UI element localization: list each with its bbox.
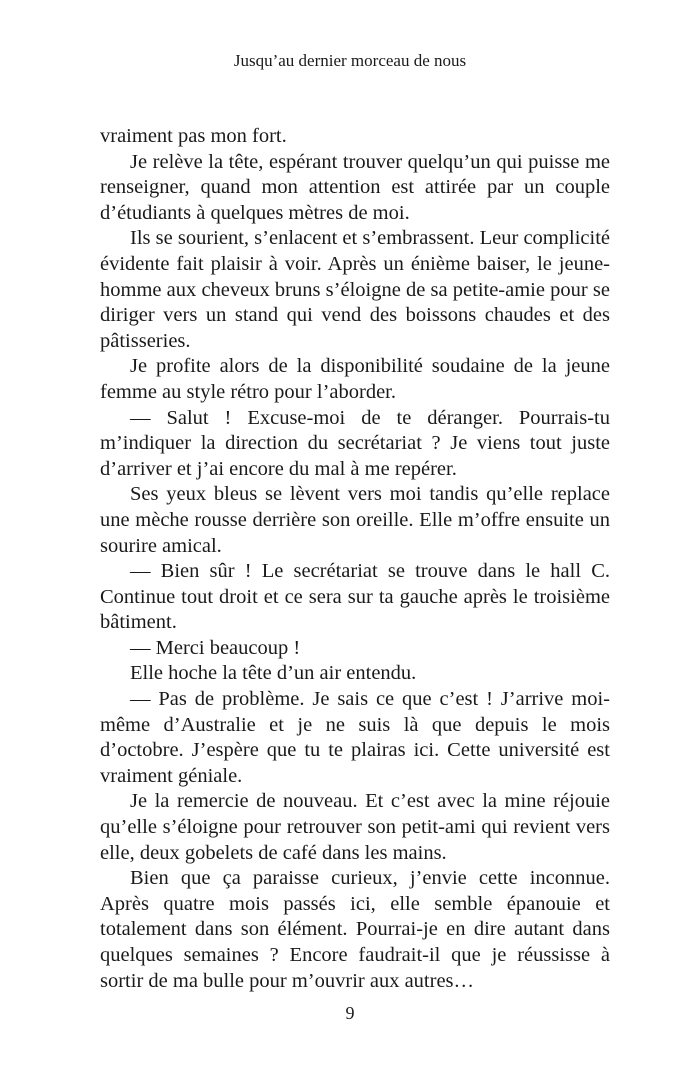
running-head-title: Jusqu’au dernier morceau de nous	[233, 51, 467, 70]
paragraph: Elle hoche la tête d’un air entendu.	[130, 662, 417, 685]
dialogue-line: — Pas de problème. Je sais ce que c’est ! J’arrive moi-même d’Australie et je ne suis là que depuis le mois d’octobre. J’espère que tu te plairas ici. Cette université est vraiment géniale.	[100, 688, 610, 787]
body-text	[100, 124, 610, 994]
paragraph: Je profite alors de la disponibilité soudaine de la jeune femme au style rétro pour l’aborder.	[100, 355, 610, 403]
paragraph-continuation: vraiment pas mon fort.	[100, 125, 287, 147]
paragraph: Je la remercie de nouveau. Et c’est avec la mine réjouie qu’elle s’éloigne pour retrouver son petit-ami qui revient vers elle, deux gobelets de café dans les mains.	[100, 790, 610, 864]
paragraph: Ses yeux bleus se lèvent vers moi tandis qu’elle replace une mèche rousse derrière son oreille. Elle m’offre ensuite un sourire amical.	[100, 483, 610, 557]
page-number: 9	[345, 1003, 355, 1023]
dialogue-line: — Bien sûr ! Le secrétariat se trouve dans le hall C. Continue tout droit et ce sera sur ta gauche après le troisième bâtiment.	[100, 560, 610, 634]
dialogue-line: — Salut ! Excuse-moi de te déranger. Pourrais-tu m’indiquer la direction du secrétariat ? Je viens tout juste d’arriver et j’ai encore du mal à me repérer.	[100, 406, 610, 480]
paragraph: Je relève la tête, espérant trouver quelqu’un qui puisse me renseigner, quand mon attention est attirée par un couple d’étudiants à quelques mètres de moi.	[100, 150, 610, 224]
paragraph: Ils se sourient, s’enlacent et s’embrassent. Leur complicité évidente fait plaisir à voir. Après un énième baiser, le jeune-homme aux cheveux bruns s’éloigne de sa petite-amie pour se diriger vers un stand qui vend des boissons chaudes et des pâtisseries.	[100, 227, 610, 352]
paragraph: Bien que ça paraisse curieux, j’envie cette inconnue. Après quatre mois passés ici, elle semble épanouie et totalement dans son élément. Pourrai-je en dire autant dans quelques semaines ? Encore faudrait-il que je réussisse à sortir de ma bulle pour m’ouvrir aux autres…	[100, 867, 610, 992]
dialogue-line: — Merci beaucoup !	[130, 636, 301, 659]
